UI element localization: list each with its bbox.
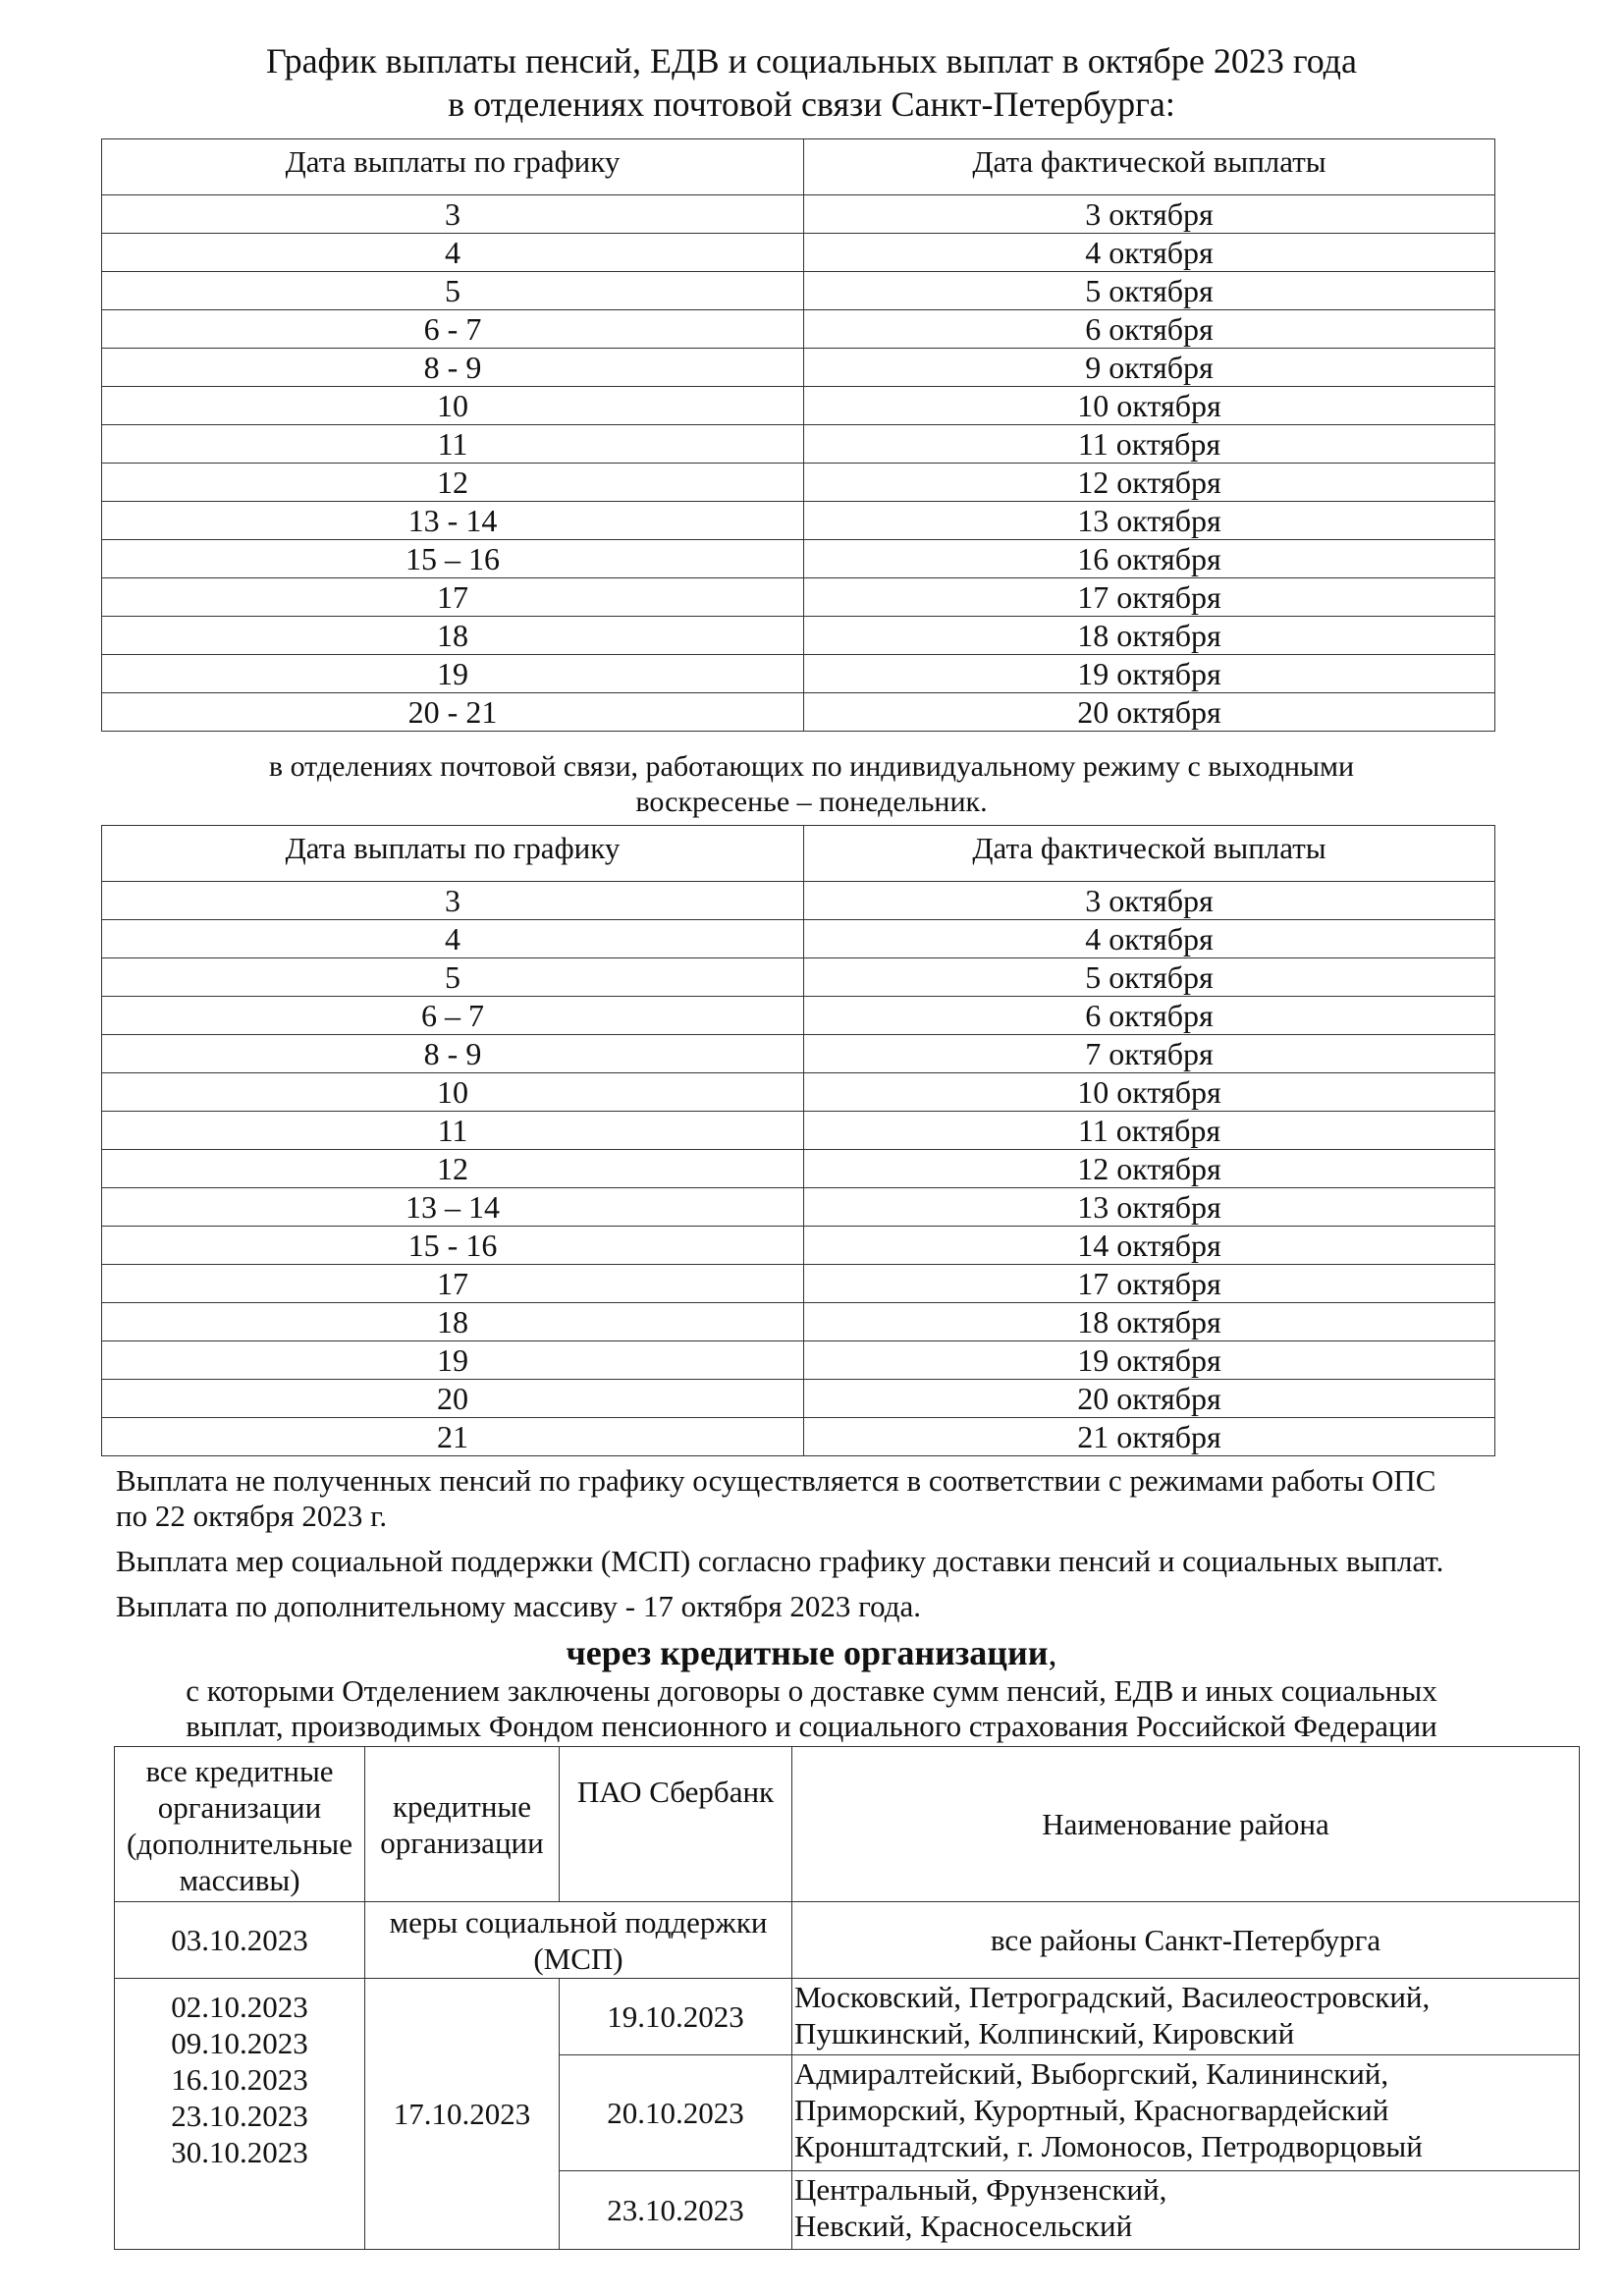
actual-date-cell: 17 октября	[804, 578, 1495, 617]
sber-date: 23.10.2023	[560, 2171, 792, 2250]
header-district: Наименование района	[792, 1747, 1580, 1902]
scheduled-date-cell: 4	[102, 920, 804, 958]
scheduled-date-cell: 19	[102, 655, 804, 693]
table-row	[102, 1188, 1495, 1227]
scheduled-date-cell: 5	[102, 272, 804, 310]
actual-date-cell: 18 октября	[804, 617, 1495, 655]
table-row	[102, 1341, 1495, 1380]
actual-date-cell: 19 октября	[804, 655, 1495, 693]
scheduled-date-cell: 11	[102, 1112, 804, 1150]
scheduled-date-cell: 11	[102, 425, 804, 464]
actual-date-cell: 4 октября	[804, 234, 1495, 272]
actual-date-cell: 11 октября	[804, 1112, 1495, 1150]
actual-date-cell: 13 октября	[804, 1188, 1495, 1227]
sber-districts	[792, 2171, 1580, 2250]
actual-date-cell: 4 октября	[804, 920, 1495, 958]
table-row	[102, 1073, 1495, 1112]
table-row	[102, 578, 1495, 617]
actual-date-cell: 10 октября	[804, 1073, 1495, 1112]
table-header: Дата фактической выплаты	[804, 826, 1495, 882]
scheduled-date-cell: 4	[102, 234, 804, 272]
actual-date-cell: 6 октября	[804, 997, 1495, 1035]
header-line: организации	[157, 1790, 322, 1825]
header-line: организации	[380, 1825, 544, 1860]
table-row	[102, 464, 1495, 502]
scheduled-date-cell: 6 – 7	[102, 997, 804, 1035]
actual-date-cell: 10 октября	[804, 387, 1495, 425]
scheduled-date-cell: 17	[102, 578, 804, 617]
scheduled-date-cell: 10	[102, 1073, 804, 1112]
scheduled-date-cell: 13 - 14	[102, 502, 804, 540]
additional-date: 02.10.2023	[171, 1990, 308, 2024]
table-row	[102, 655, 1495, 693]
header-credit-orgs	[365, 1747, 560, 1902]
table-row	[102, 693, 1495, 732]
district-line: Адмиралтейский, Выборгский, Калининский,	[794, 2056, 1389, 2091]
table-row	[102, 310, 1495, 349]
actual-date-cell: 13 октября	[804, 502, 1495, 540]
scheduled-date-cell: 6 - 7	[102, 310, 804, 349]
scheduled-date-cell: 21	[102, 1418, 804, 1456]
credit-title-bold: через кредитные организации	[566, 1633, 1049, 1672]
credit-orgs-date: 17.10.2023	[365, 1979, 560, 2250]
table-row	[102, 920, 1495, 958]
table-row	[102, 349, 1495, 387]
schedule-table-main	[101, 138, 1495, 732]
scheduled-date-cell: 3	[102, 195, 804, 234]
table-row	[102, 997, 1495, 1035]
table-row	[102, 1303, 1495, 1341]
page-title-line1: График выплаты пенсий, ЕДВ и социальных выплат в октябре 2023 года	[266, 41, 1357, 81]
header-line: все кредитные	[145, 1754, 334, 1788]
scheduled-date-cell: 15 - 16	[102, 1227, 804, 1265]
district-line: Пушкинский, Колпинский, Кировский	[794, 2016, 1295, 2050]
table-row	[102, 958, 1495, 997]
scheduled-date-cell: 12	[102, 464, 804, 502]
header-line: массивы)	[179, 1863, 300, 1897]
credit-organizations-table	[114, 1746, 1580, 2250]
actual-date-cell: 5 октября	[804, 272, 1495, 310]
scheduled-date-cell: 19	[102, 1341, 804, 1380]
header-all-credit-orgs	[115, 1747, 365, 1902]
credit-subtitle-line1: с которыми Отделением заключены договоры о доставке сумм пенсий, ЕДВ и иных социальных	[186, 1673, 1437, 1708]
actual-date-cell: 20 октября	[804, 693, 1495, 732]
table-header: Дата выплаты по графику	[102, 139, 804, 195]
table-row	[102, 195, 1495, 234]
district-line: Центральный, Фрунзенский,	[794, 2172, 1167, 2207]
scheduled-date-cell: 5	[102, 958, 804, 997]
credit-subtitle-line2: выплат, производимых Фондом пенсионного и социального страхования Российской Федерации	[186, 1709, 1437, 1743]
scheduled-date-cell: 18	[102, 1303, 804, 1341]
actual-date-cell: 11 октября	[804, 425, 1495, 464]
additional-date: 23.10.2023	[171, 2099, 308, 2133]
table-row	[102, 1227, 1495, 1265]
credit-title-comma: ,	[1048, 1633, 1057, 1672]
note-unpaid	[116, 1463, 1569, 1534]
table-header: Дата фактической выплаты	[804, 139, 1495, 195]
note-unpaid-line1: Выплата не полученных пенсий по графику осуществляется в соответствии с режимами работы ОПС	[116, 1463, 1436, 1498]
actual-date-cell: 3 октября	[804, 195, 1495, 234]
scheduled-date-cell: 17	[102, 1265, 804, 1303]
schedule-table-individual	[101, 825, 1495, 1456]
scheduled-date-cell: 20	[102, 1380, 804, 1418]
table-row	[102, 1112, 1495, 1150]
additional-date: 09.10.2023	[171, 2026, 308, 2060]
table-row	[102, 272, 1495, 310]
msp-label-line: (МСП)	[533, 1941, 623, 1976]
table-row	[102, 425, 1495, 464]
credit-section-title	[0, 1632, 1623, 1673]
header-line: (дополнительные	[126, 1827, 353, 1861]
scheduled-date-cell: 10	[102, 387, 804, 425]
actual-date-cell: 16 октября	[804, 540, 1495, 578]
sber-districts	[792, 2055, 1580, 2171]
table-row	[102, 882, 1495, 920]
table-row	[102, 234, 1495, 272]
district-line: Приморский, Курортный, Красногвардейский	[794, 2093, 1389, 2127]
table-row	[102, 617, 1495, 655]
district-line: Московский, Петроградский, Василеостровский,	[794, 1980, 1431, 2014]
page-title-line2: в отделениях почтовой связи Санкт-Петербурга:	[448, 84, 1175, 124]
notes	[116, 1463, 1569, 1634]
table-row	[102, 1035, 1495, 1073]
table-header: Дата выплаты по графику	[102, 826, 804, 882]
actual-date-cell: 7 октября	[804, 1035, 1495, 1073]
header-sberbank: ПАО Сбербанк	[560, 1747, 792, 1902]
table-row	[102, 540, 1495, 578]
table-row	[102, 387, 1495, 425]
msp-label	[365, 1902, 792, 1979]
subtitle-line1: в отделениях почтовой связи, работающих по индивидуальному режиму с выходными	[268, 750, 1355, 783]
actual-date-cell: 18 октября	[804, 1303, 1495, 1341]
table-row	[102, 1380, 1495, 1418]
scheduled-date-cell: 8 - 9	[102, 1035, 804, 1073]
note-unpaid-line2: по 22 октября 2023 г.	[116, 1499, 388, 1533]
actual-date-cell: 9 октября	[804, 349, 1495, 387]
msp-label-line: меры социальной поддержки	[389, 1904, 768, 1940]
sber-date: 19.10.2023	[560, 1979, 792, 2055]
actual-date-cell: 19 октября	[804, 1341, 1495, 1380]
actual-date-cell: 12 октября	[804, 1150, 1495, 1188]
scheduled-date-cell: 12	[102, 1150, 804, 1188]
actual-date-cell: 12 октября	[804, 464, 1495, 502]
district-line: Невский, Красносельский	[794, 2209, 1133, 2243]
scheduled-date-cell: 20 - 21	[102, 693, 804, 732]
header-line: кредитные	[393, 1788, 531, 1824]
actual-date-cell: 6 октября	[804, 310, 1495, 349]
actual-date-cell: 20 октября	[804, 1380, 1495, 1418]
note-additional: Выплата по дополнительному массиву - 17 октября 2023 года.	[116, 1589, 922, 1623]
table-row	[102, 502, 1495, 540]
table-row	[102, 1265, 1495, 1303]
msp-district: все районы Санкт-Петербурга	[792, 1902, 1580, 1979]
district-line: Кронштадтский, г. Ломоносов, Петродворцовый	[794, 2129, 1423, 2163]
table-row	[102, 1150, 1495, 1188]
subtitle-line2: воскресенье – понедельник.	[635, 786, 988, 818]
scheduled-date-cell: 13 – 14	[102, 1188, 804, 1227]
note-msp: Выплата мер социальной поддержки (МСП) согласно графику доставки пенсий и социальных выплат.	[116, 1544, 1444, 1578]
scheduled-date-cell: 3	[102, 882, 804, 920]
sber-date: 20.10.2023	[560, 2055, 792, 2171]
table-row	[102, 1418, 1495, 1456]
scheduled-date-cell: 8 - 9	[102, 349, 804, 387]
actual-date-cell: 17 октября	[804, 1265, 1495, 1303]
sber-districts	[792, 1979, 1580, 2055]
additional-date: 16.10.2023	[171, 2062, 308, 2097]
additional-date: 30.10.2023	[171, 2135, 308, 2169]
scheduled-date-cell: 15 – 16	[102, 540, 804, 578]
scheduled-date-cell: 18	[102, 617, 804, 655]
additional-dates	[115, 1979, 365, 2250]
msp-date: 03.10.2023	[115, 1902, 365, 1979]
actual-date-cell: 14 октября	[804, 1227, 1495, 1265]
actual-date-cell: 5 октября	[804, 958, 1495, 997]
actual-date-cell: 21 октября	[804, 1418, 1495, 1456]
credit-subtitle	[98, 1673, 1525, 1744]
actual-date-cell: 3 октября	[804, 882, 1495, 920]
